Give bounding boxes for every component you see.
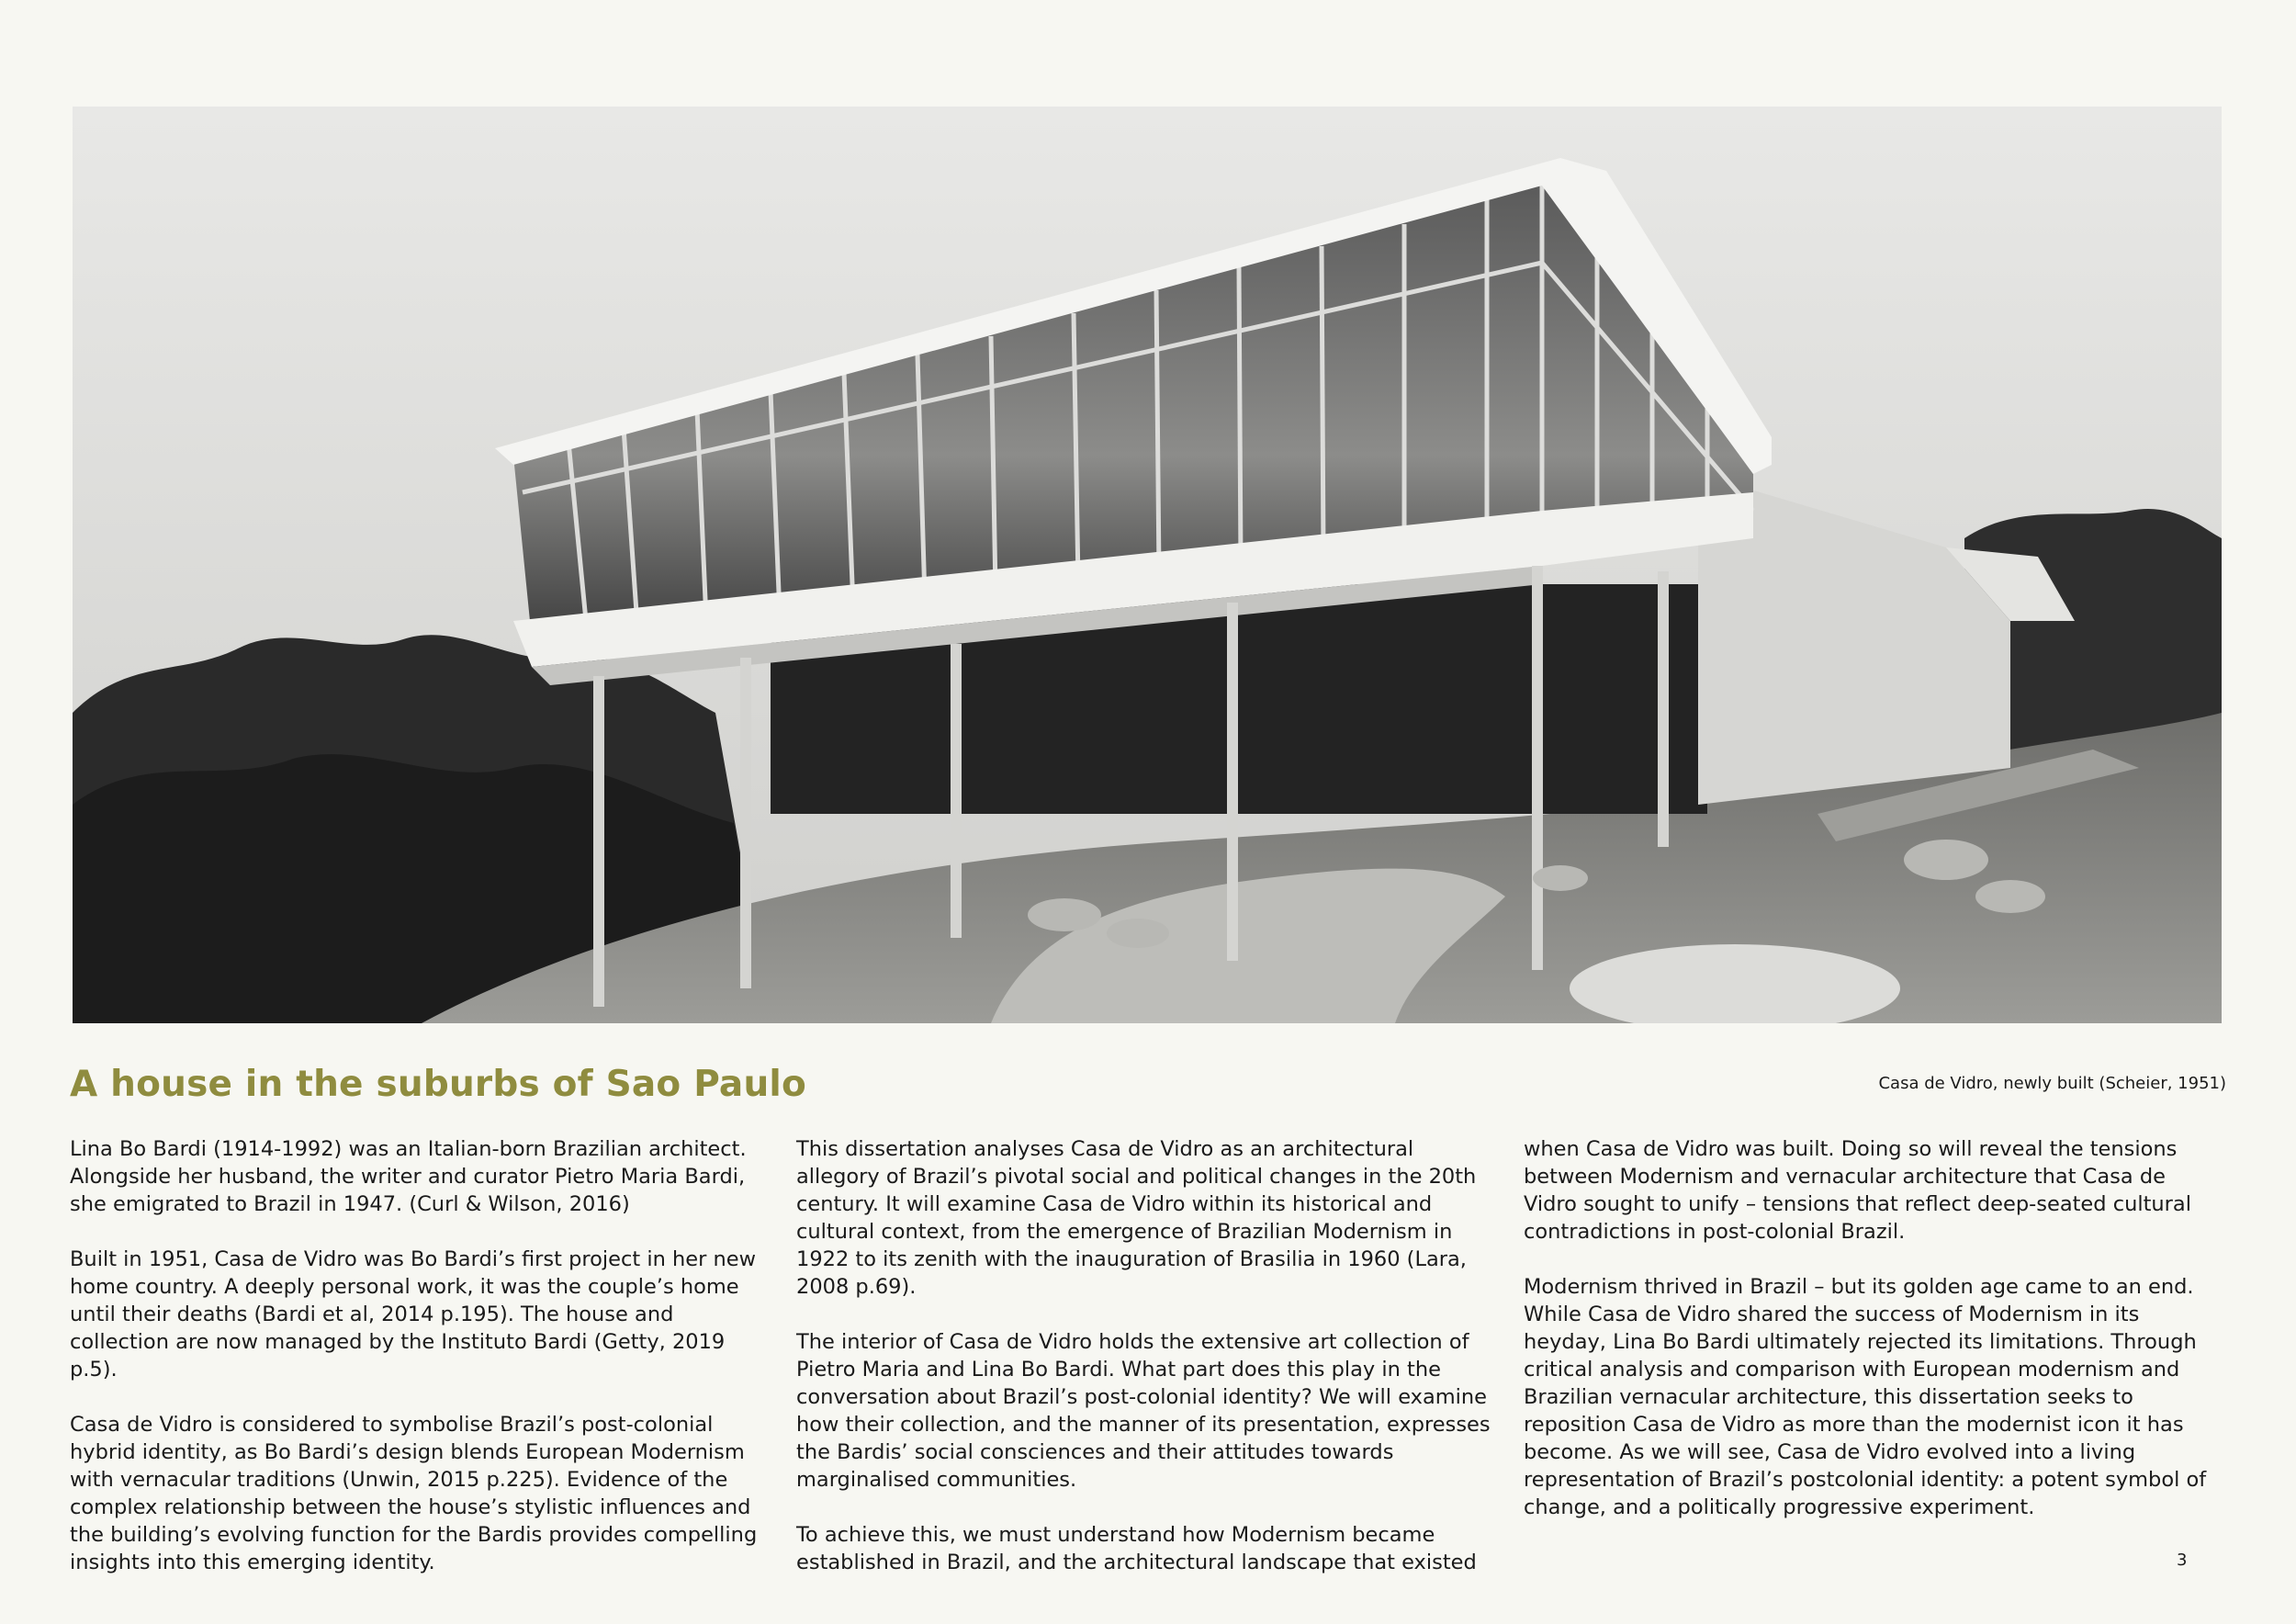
photo-caption: Casa de Vidro, newly built (Scheier, 1951) bbox=[1878, 1074, 2226, 1093]
house-photograph bbox=[73, 107, 2222, 1023]
paragraph: The interior of Casa de Vidro holds the extensive art collection of Pietro Maria and Lina Bo Bardi. What part does this play in the conversation about Brazil’s post-colonial identity? We will examine how their collection, and the manner of its presentation, expresses the Bardis’ social consciences and their attitudes towards marginalised communities. bbox=[796, 1330, 1491, 1492]
section-heading: A house in the suburbs of Sao Paulo bbox=[70, 1064, 806, 1105]
paragraph: when Casa de Vidro was built. Doing so will reveal the tensions between Modernism and vernacular architecture that Casa de Vidro sought to unify – tensions that reflect deep-seated cultural contradictions in post-colonial Brazil. bbox=[1524, 1137, 2191, 1244]
page-number: 3 bbox=[2177, 1551, 2188, 1570]
paragraph: Lina Bo Bardi (1914-1992) was an Italian-born Brazilian architect. Alongside her husband, the writer and curator Pietro Maria Bardi, she emigrated to Brazil in 1947. (Curl & Wilson, 2016) bbox=[70, 1137, 747, 1216]
text-column-3 bbox=[1524, 1135, 2222, 1549]
text-column-2 bbox=[796, 1135, 1494, 1604]
paragraph: Casa de Vidro is considered to symbolise Brazil’s post-colonial hybrid identity, as Bo Bardi’s design blends European Modernism with vernacular traditions (Unwin, 2015 p.225). Evidence of the complex relationship between the house’s stylistic influences and the building’s evolving function for the Bardis provides compelling insights into this emerging identity. bbox=[70, 1413, 758, 1574]
text-column-1 bbox=[70, 1135, 768, 1604]
paragraph: Built in 1951, Casa de Vidro was Bo Bardi’s first project in her new home country. A deeply personal work, it was the couple’s home until their deaths (Bardi et al, 2014 p.195). The house and collection are now managed by the Instituto Bardi (Getty, 2019 p.5). bbox=[70, 1247, 757, 1382]
paragraph: This dissertation analyses Casa de Vidro as an architectural allegory of Brazil’s pivotal social and political changes in the 20th century. It will examine Casa de Vidro within its historical and cultural context, from the emergence of Brazilian Modernism in 1922 to its zenith with the inauguration of Brasilia in 1960 (Lara, 2008 p.69). bbox=[796, 1137, 1477, 1299]
paragraph: To achieve this, we must understand how Modernism became established in Brazil, and the architectural landscape that existed bbox=[796, 1523, 1477, 1574]
paragraph: Modernism thrived in Brazil – but its golden age came to an end. While Casa de Vidro shared the success of Modernism in its heyday, Lina Bo Bardi ultimately rejected its limitations. Through critical analysis and comparison with European modernism and Brazilian vernacular architecture, this dissertation seeks to reposition Casa de Vidro as more than the modernist icon it has become. As we will see, Casa de Vidro evolved into a living representation of Brazil’s postcolonial identity: a potent symbol of change, and a politically progressive experiment. bbox=[1524, 1275, 2207, 1519]
